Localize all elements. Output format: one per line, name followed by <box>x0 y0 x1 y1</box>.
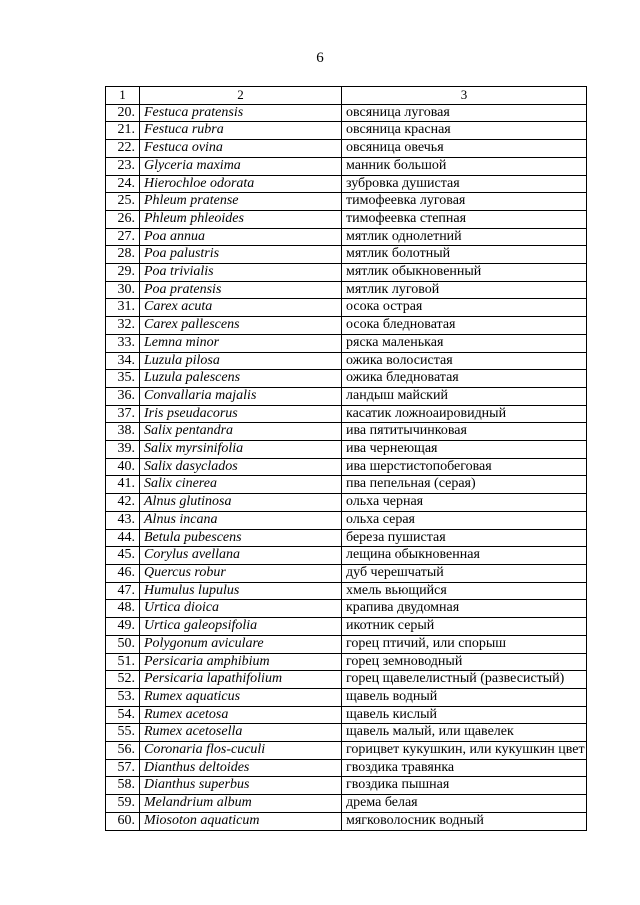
russian-name-cell: тимофеевка луговая <box>342 193 587 211</box>
table-row <box>106 441 587 459</box>
row-number: 30. <box>106 281 140 299</box>
russian-name-cell: пва пепельная (серая) <box>342 476 587 494</box>
table-row <box>106 618 587 636</box>
row-number: 23. <box>106 157 140 175</box>
russian-name-cell: осока острая <box>342 299 587 317</box>
row-number: 38. <box>106 423 140 441</box>
row-number: 47. <box>106 582 140 600</box>
row-number: 48. <box>106 600 140 618</box>
table-row <box>106 281 587 299</box>
row-number: 50. <box>106 635 140 653</box>
latin-name-cell: Salix myrsinifolia <box>140 441 342 459</box>
row-number: 43. <box>106 511 140 529</box>
table-row <box>106 370 587 388</box>
russian-name-cell: горец земноводный <box>342 653 587 671</box>
russian-name-cell: щавель кислый <box>342 706 587 724</box>
latin-name-cell: Corylus avellana <box>140 547 342 565</box>
latin-name-cell: Humulus lupulus <box>140 582 342 600</box>
table-row <box>106 317 587 335</box>
row-number: 33. <box>106 334 140 352</box>
row-number: 34. <box>106 352 140 370</box>
latin-name-cell: Dianthus deltoides <box>140 759 342 777</box>
page-number: 6 <box>316 50 324 66</box>
row-number: 25. <box>106 193 140 211</box>
row-number: 58. <box>106 777 140 795</box>
row-number: 41. <box>106 476 140 494</box>
russian-name-cell: ожика волосистая <box>342 352 587 370</box>
latin-name-cell: Persicaria lapathifolium <box>140 671 342 689</box>
russian-name-cell: мятлик луговой <box>342 281 587 299</box>
russian-name-cell: ландыш майский <box>342 387 587 405</box>
russian-name-cell: овсяница красная <box>342 122 587 140</box>
table-row <box>106 193 587 211</box>
latin-name-cell: Urtica dioica <box>140 600 342 618</box>
row-number: 29. <box>106 264 140 282</box>
russian-name-cell: манник большой <box>342 157 587 175</box>
column-header-russian-name: 3 <box>342 87 587 105</box>
latin-name-cell: Poa trivialis <box>140 264 342 282</box>
latin-name-cell: Salix dasyclados <box>140 458 342 476</box>
russian-name-cell: гвоздика травянка <box>342 759 587 777</box>
latin-name-cell: Luzula pilosa <box>140 352 342 370</box>
table-row <box>106 387 587 405</box>
row-number: 26. <box>106 210 140 228</box>
row-number: 31. <box>106 299 140 317</box>
latin-name-cell: Alnus glutinosa <box>140 494 342 512</box>
latin-name-cell: Festuca pratensis <box>140 104 342 122</box>
row-number: 54. <box>106 706 140 724</box>
russian-name-cell: осока бледноватая <box>342 317 587 335</box>
table-row <box>106 352 587 370</box>
table-row <box>106 175 587 193</box>
latin-name-cell: Salix cinerea <box>140 476 342 494</box>
russian-name-cell: ива пятитычинковая <box>342 423 587 441</box>
russian-name-cell: мятлик болотный <box>342 246 587 264</box>
table-row <box>106 476 587 494</box>
russian-name-cell: тимофеевка степная <box>342 210 587 228</box>
latin-name-cell: Iris pseudacorus <box>140 405 342 423</box>
russian-name-cell: горицвет кукушкин, или кукушкин цвет <box>342 742 587 760</box>
latin-name-cell: Phleum phleoides <box>140 210 342 228</box>
table-row <box>106 228 587 246</box>
russian-name-cell: ива шерстистопобеговая <box>342 458 587 476</box>
table-row <box>106 635 587 653</box>
table-row <box>106 122 587 140</box>
russian-name-cell: горец птичий, или спорыш <box>342 635 587 653</box>
table-row <box>106 795 587 813</box>
row-number: 40. <box>106 458 140 476</box>
russian-name-cell: ольха серая <box>342 511 587 529</box>
row-number: 36. <box>106 387 140 405</box>
latin-name-cell: Festuca ovina <box>140 140 342 158</box>
table-row <box>106 547 587 565</box>
russian-name-cell: овсяница луговая <box>342 104 587 122</box>
latin-name-cell: Rumex acetosella <box>140 724 342 742</box>
latin-name-cell: Persicaria amphibium <box>140 653 342 671</box>
row-number: 59. <box>106 795 140 813</box>
row-number: 24. <box>106 175 140 193</box>
latin-name-cell: Miosoton aquaticum <box>140 812 342 830</box>
russian-name-cell: мягковолосник водный <box>342 812 587 830</box>
latin-name-cell: Convallaria majalis <box>140 387 342 405</box>
table-row <box>106 759 587 777</box>
row-number: 57. <box>106 759 140 777</box>
latin-name-cell: Phleum pratense <box>140 193 342 211</box>
table-row <box>106 423 587 441</box>
row-number: 49. <box>106 618 140 636</box>
russian-name-cell: мятлик обыкновенный <box>342 264 587 282</box>
table-header-row <box>106 87 587 105</box>
russian-name-cell: хмель вьющийся <box>342 582 587 600</box>
table-row <box>106 511 587 529</box>
row-number: 39. <box>106 441 140 459</box>
table-row <box>106 405 587 423</box>
russian-name-cell: зубровка душистая <box>342 175 587 193</box>
table-row <box>106 564 587 582</box>
table-row <box>106 246 587 264</box>
russian-name-cell: лещина обыкновенная <box>342 547 587 565</box>
russian-name-cell: икотник серый <box>342 618 587 636</box>
table-row <box>106 494 587 512</box>
russian-name-cell: гвоздика пышная <box>342 777 587 795</box>
table-row <box>106 653 587 671</box>
row-number: 44. <box>106 529 140 547</box>
latin-name-cell: Poa pratensis <box>140 281 342 299</box>
latin-name-cell: Coronaria flos-cuculi <box>140 742 342 760</box>
latin-name-cell: Carex acuta <box>140 299 342 317</box>
table-row <box>106 529 587 547</box>
table-row <box>106 104 587 122</box>
table-body <box>106 87 587 831</box>
row-number: 37. <box>106 405 140 423</box>
table-row <box>106 742 587 760</box>
table-row <box>106 582 587 600</box>
latin-name-cell: Melandrium album <box>140 795 342 813</box>
table-row <box>106 812 587 830</box>
latin-name-cell: Rumex aquaticus <box>140 688 342 706</box>
row-number: 27. <box>106 228 140 246</box>
row-number: 46. <box>106 564 140 582</box>
table-row <box>106 777 587 795</box>
russian-name-cell: ива чернеющая <box>342 441 587 459</box>
russian-name-cell: мятлик однолетний <box>342 228 587 246</box>
row-number: 51. <box>106 653 140 671</box>
russian-name-cell: дуб черешчатый <box>342 564 587 582</box>
latin-name-cell: Quercus robur <box>140 564 342 582</box>
table-row <box>106 724 587 742</box>
latin-name-cell: Salix pentandra <box>140 423 342 441</box>
row-number: 45. <box>106 547 140 565</box>
latin-name-cell: Glyceria maxima <box>140 157 342 175</box>
latin-name-cell: Dianthus superbus <box>140 777 342 795</box>
table-row <box>106 140 587 158</box>
latin-name-cell: Lemna minor <box>140 334 342 352</box>
russian-name-cell: касатик ложноаировидный <box>342 405 587 423</box>
column-header-latin-name: 2 <box>140 87 342 105</box>
table-row <box>106 671 587 689</box>
row-number: 28. <box>106 246 140 264</box>
table-row <box>106 299 587 317</box>
table-row <box>106 334 587 352</box>
latin-name-cell: Betula pubescens <box>140 529 342 547</box>
latin-name-cell: Poa annua <box>140 228 342 246</box>
column-header-number: 1 <box>106 87 140 105</box>
latin-name-cell: Poa palustris <box>140 246 342 264</box>
russian-name-cell: овсяница овечья <box>342 140 587 158</box>
row-number: 60. <box>106 812 140 830</box>
row-number: 20. <box>106 104 140 122</box>
species-table <box>105 86 587 831</box>
table-row <box>106 458 587 476</box>
row-number: 35. <box>106 370 140 388</box>
russian-name-cell: горец щавелелистный (развесистый) <box>342 671 587 689</box>
table-row <box>106 264 587 282</box>
latin-name-cell: Festuca rubra <box>140 122 342 140</box>
row-number: 42. <box>106 494 140 512</box>
row-number: 55. <box>106 724 140 742</box>
latin-name-cell: Alnus incana <box>140 511 342 529</box>
table-row <box>106 600 587 618</box>
russian-name-cell: дрема белая <box>342 795 587 813</box>
row-number: 53. <box>106 688 140 706</box>
russian-name-cell: ряска маленькая <box>342 334 587 352</box>
latin-name-cell: Hierochloe odorata <box>140 175 342 193</box>
row-number: 52. <box>106 671 140 689</box>
russian-name-cell: ольха черная <box>342 494 587 512</box>
row-number: 22. <box>106 140 140 158</box>
table-row <box>106 157 587 175</box>
russian-name-cell: крапива двудомная <box>342 600 587 618</box>
russian-name-cell: береза пушистая <box>342 529 587 547</box>
russian-name-cell: ожика бледноватая <box>342 370 587 388</box>
table-row <box>106 688 587 706</box>
latin-name-cell: Urtica galeopsifolia <box>140 618 342 636</box>
russian-name-cell: щавель малый, или щавелек <box>342 724 587 742</box>
russian-name-cell: щавель водный <box>342 688 587 706</box>
latin-name-cell: Polygonum aviculare <box>140 635 342 653</box>
table-row <box>106 706 587 724</box>
latin-name-cell: Carex pallescens <box>140 317 342 335</box>
row-number: 56. <box>106 742 140 760</box>
latin-name-cell: Luzula palescens <box>140 370 342 388</box>
row-number: 21. <box>106 122 140 140</box>
table-row <box>106 210 587 228</box>
latin-name-cell: Rumex acetosa <box>140 706 342 724</box>
row-number: 32. <box>106 317 140 335</box>
